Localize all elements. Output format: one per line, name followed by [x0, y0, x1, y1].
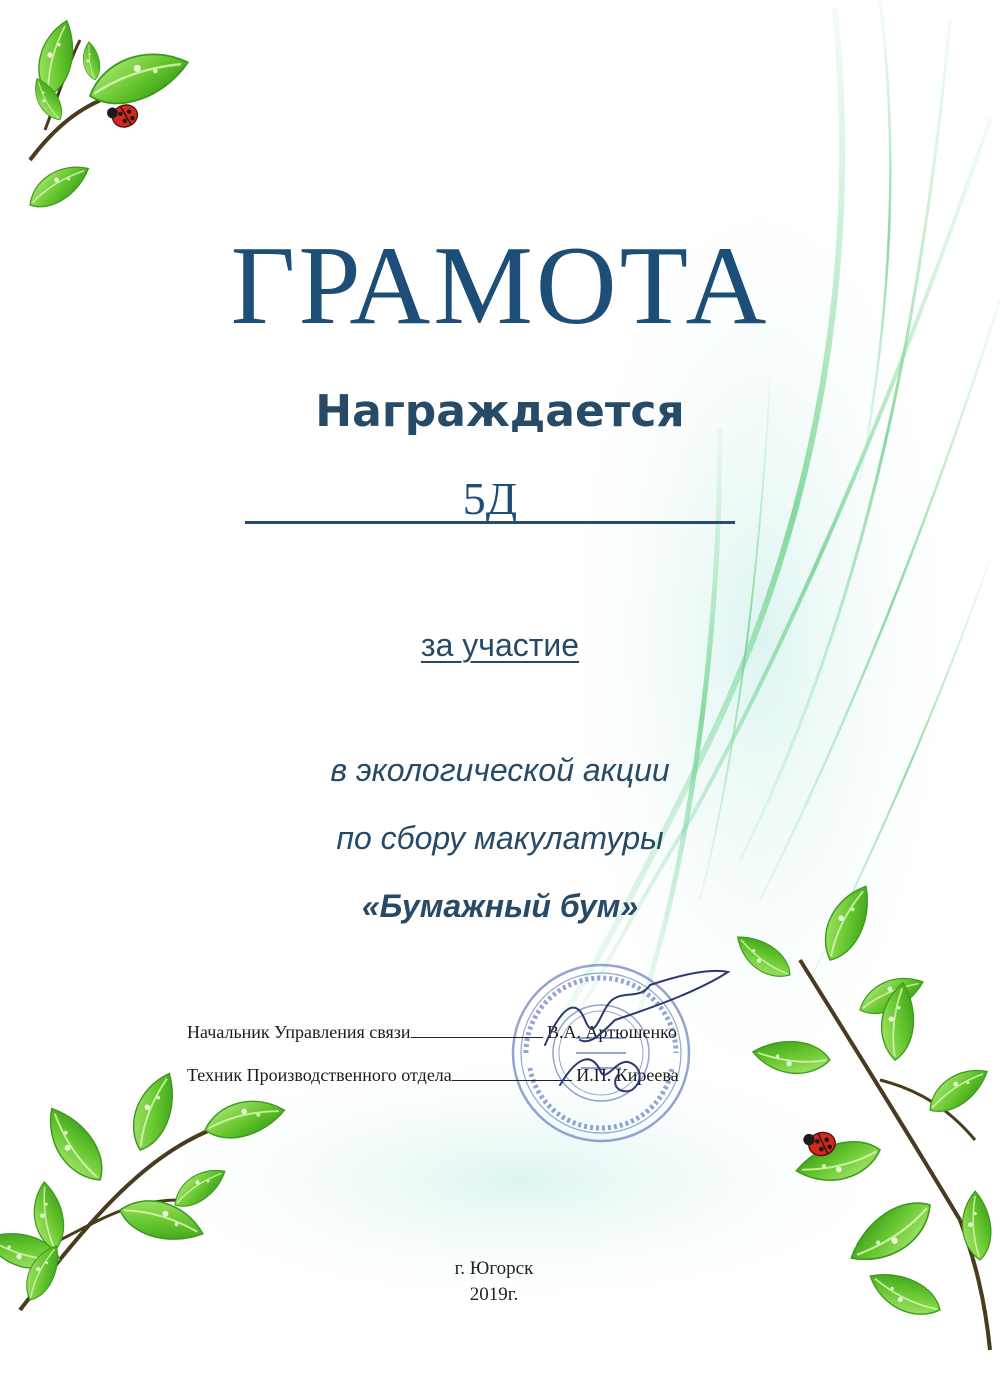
certificate-title: ГРАМОТА	[230, 224, 770, 348]
event-name: «Бумажный бум»	[361, 888, 639, 924]
signer-name-1: В.А. Артюшенко	[547, 1022, 677, 1042]
footer-city: г. Югорск	[454, 1258, 534, 1279]
awarded-heading: Награждается	[315, 386, 685, 437]
event-line-2: по сбору макулатуры	[336, 820, 664, 856]
recipient-name: 5Д	[462, 473, 518, 524]
footer-year: 2019г.	[469, 1284, 519, 1305]
award-reason-text: за участие	[420, 627, 580, 663]
event-line-1: в экологической акции	[330, 752, 670, 788]
signer-position-1: Начальник Управления связи	[187, 1022, 411, 1042]
signer-position-2: Техник Производственного отдела	[187, 1065, 452, 1085]
signer-name-2: И.П. Киреева	[576, 1065, 679, 1085]
